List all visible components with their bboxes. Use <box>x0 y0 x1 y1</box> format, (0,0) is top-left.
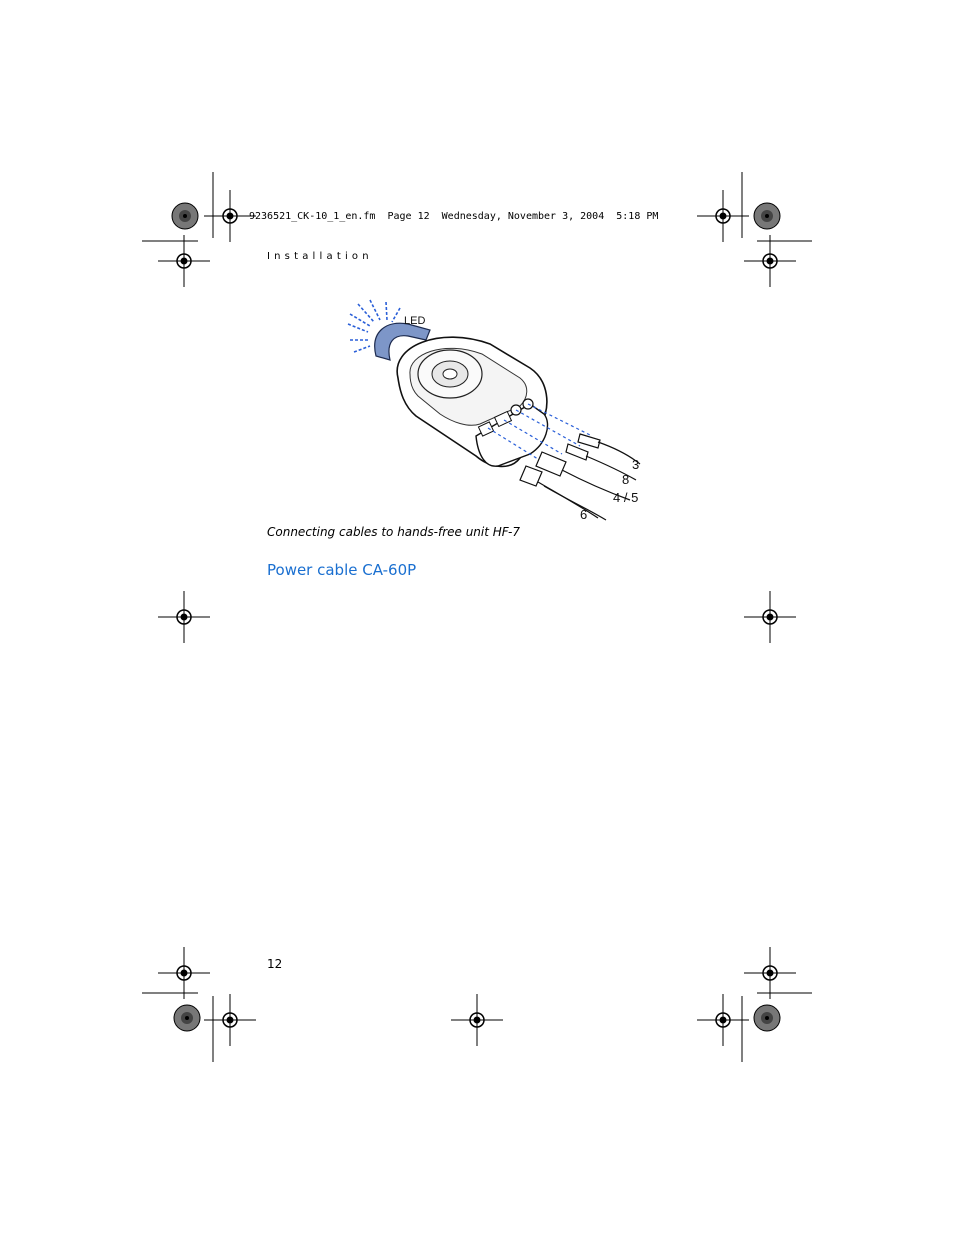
callout-8: 8 <box>622 472 630 487</box>
section-heading: Power cable CA-60P <box>267 561 417 579</box>
callout-3: 3 <box>632 457 640 472</box>
section-header: Installation <box>267 251 373 262</box>
print-header: 9236521_CK-10_1_en.fm Page 12 Wednesday, November 3, 2004 5:18 PM <box>249 211 659 222</box>
hands-free-unit-illustration <box>330 296 660 526</box>
callout-6: 6 <box>580 507 588 522</box>
callout-4-5: 4 / 5 <box>613 490 639 505</box>
led-label: LED <box>404 315 426 327</box>
page-number: 12 <box>267 957 283 971</box>
figure-caption: Connecting cables to hands-free unit HF-7 <box>267 525 521 539</box>
